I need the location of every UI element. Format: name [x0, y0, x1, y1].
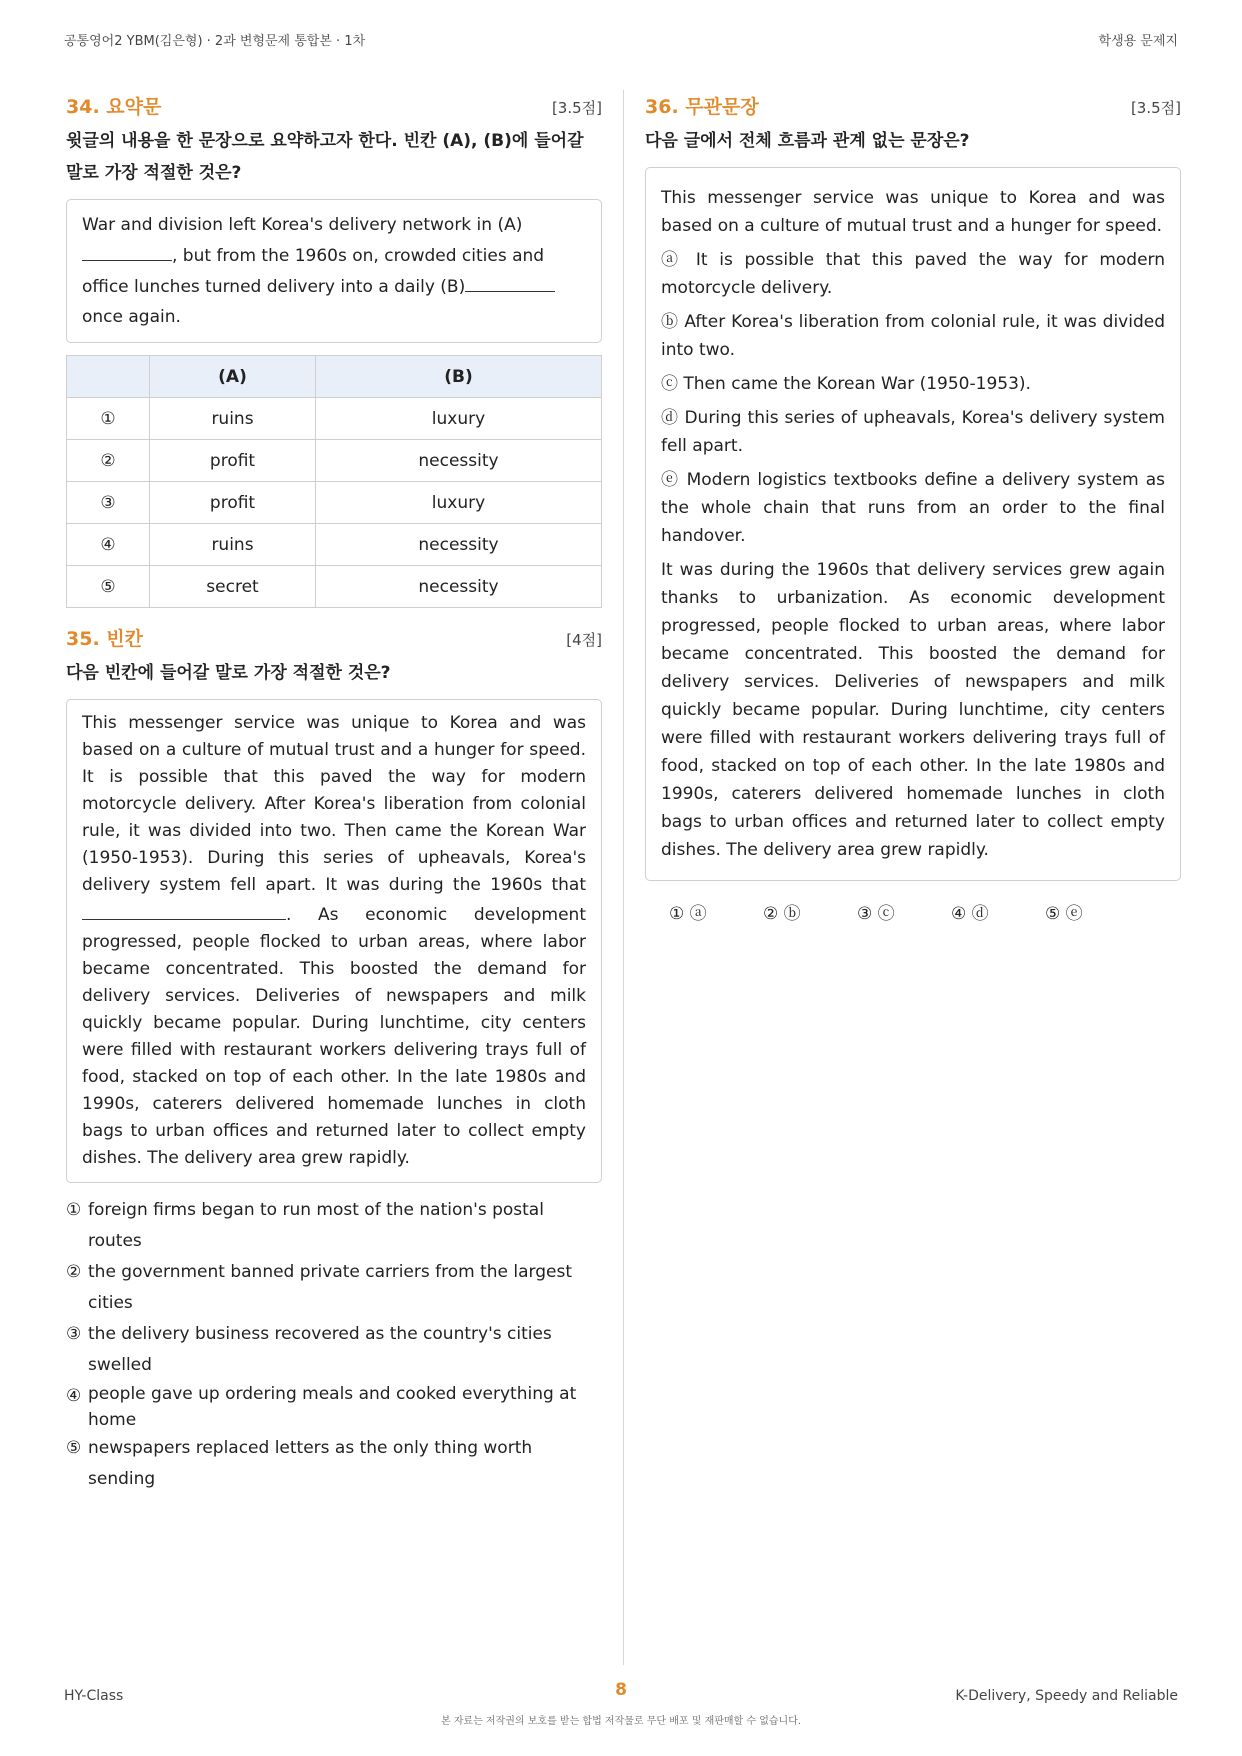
option-a: profit — [150, 440, 316, 482]
column-divider — [623, 90, 624, 1665]
table-header-a: (A) — [150, 356, 316, 398]
answer-options — [66, 1195, 602, 1495]
sentence-a: ⓐ It is possible that this paved the way for modern motorcycle delivery. — [661, 250, 1165, 298]
sentence-e: ⓔ Modern logistics textbooks define a delivery system as the whole chain that runs from an order to the final handover. — [661, 470, 1165, 546]
option-number: ⑤ — [67, 566, 150, 608]
option-a: profit — [150, 482, 316, 524]
question-36 — [645, 92, 1181, 924]
option-number: ③ — [66, 1324, 82, 1344]
option-5[interactable] — [66, 1433, 602, 1495]
summary-box — [66, 199, 602, 343]
table-row[interactable] — [67, 524, 602, 566]
question-number: 35. 빈칸 — [66, 628, 143, 650]
option-text: people gave up ordering meals and cooked everything at home — [88, 1384, 577, 1430]
table-row[interactable] — [67, 440, 602, 482]
passage-box — [66, 699, 602, 1183]
right-column — [645, 92, 1181, 924]
option-number: ③ — [67, 482, 150, 524]
option-text: the government banned private carriers from the largest cities — [88, 1262, 573, 1313]
option-b: necessity — [316, 524, 602, 566]
table-header-b: (B) — [316, 356, 602, 398]
page-number: 8 — [615, 1680, 627, 1700]
passage-blank — [82, 899, 286, 920]
blank-a — [82, 240, 172, 261]
passage-text: This messenger service was unique to Korea and was based on a culture of mutual trust and a hunger for speed. It is possible that this paved the way for modern motorcycle delivery. After Korea's liberation from colonial rule, it was divided into two. Then came the Korean War (1950-1953). During this series of upheavals, Korea's delivery system fell apart. It was during the 1960s that — [82, 713, 586, 895]
option-b: necessity — [316, 566, 602, 608]
option-5[interactable]: ⑤ ⓔ — [1045, 904, 1083, 924]
summary-text: War and division left Korea's delivery network in (A) — [82, 215, 523, 235]
blank-b — [465, 271, 555, 292]
question-35 — [66, 624, 602, 1495]
option-3[interactable] — [66, 1319, 602, 1381]
option-4[interactable] — [66, 1381, 602, 1433]
header-type: 학생용 문제지 — [1098, 34, 1178, 49]
answer-table — [66, 355, 602, 608]
option-number: ① — [67, 398, 150, 440]
question-prompt: 다음 빈칸에 들어갈 말로 가장 적절한 것은? — [66, 663, 391, 683]
left-column — [66, 92, 602, 1495]
question-points: [3.5점] — [1130, 99, 1181, 117]
option-number: ④ — [67, 524, 150, 566]
option-number: ② — [67, 440, 150, 482]
page-header — [64, 30, 1178, 49]
option-a: ruins — [150, 398, 316, 440]
table-row[interactable] — [67, 482, 602, 524]
header-course: 공통영어2 YBM(김은형) · 2과 변형문제 통합본 · 1차 — [64, 34, 366, 49]
passage-box — [645, 167, 1181, 881]
option-1[interactable]: ① ⓐ — [669, 904, 707, 924]
option-text: newspapers replaced letters as the only thing worth sending — [88, 1438, 533, 1489]
option-a: ruins — [150, 524, 316, 566]
table-row[interactable] — [67, 566, 602, 608]
option-number: ⑤ — [66, 1438, 82, 1458]
table-header-blank — [67, 356, 150, 398]
answer-options — [645, 899, 1181, 924]
summary-text: once again. — [82, 307, 181, 327]
passage-outro: It was during the 1960s that delivery services grew again thanks to urbanization. As economic development progressed, people flocked to urban areas, where labor became concentrated. This boosted the demand for delivery services. Deliveries of newspapers and milk quickly became popular. During lunchtime, city centers were filled with restaurant workers delivering trays full of food, stacked on top of each other. In the late 1980s and 1990s, caterers delivered homemade lunches in cloth bags to urban offices and returned later to collect empty dishes. The delivery area grew rapidly. — [661, 560, 1165, 860]
question-34 — [66, 92, 602, 608]
sentence-d: ⓓ During this series of upheavals, Korea's delivery system fell apart. — [661, 408, 1165, 456]
option-3[interactable]: ③ ⓒ — [857, 904, 895, 924]
option-number: ① — [66, 1200, 82, 1220]
option-4[interactable]: ④ ⓓ — [951, 904, 989, 924]
option-1[interactable] — [66, 1195, 602, 1257]
sentence-b: ⓑ After Korea's liberation from colonial rule, it was divided into two. — [661, 312, 1165, 360]
option-b: luxury — [316, 482, 602, 524]
question-prompt: 윗글의 내용을 한 문장으로 요약하고자 한다. 빈칸 (A), (B)에 들어갈 말로 가장 적절한 것은? — [66, 131, 584, 183]
question-points: [3.5점] — [551, 99, 602, 117]
table-row[interactable] — [67, 398, 602, 440]
copyright-notice: 본 자료는 저작권의 보호를 받는 합법 저작물로 무단 배포 및 재판매할 수 없습니다. — [440, 1716, 802, 1727]
passage-text: . As economic development progressed, people flocked to urban areas, where labor became concentrated. This boosted the demand for delivery services. Deliveries of newspapers and milk quickly became popular. During lunchtime, city centers were filled with restaurant workers delivering trays full of food, stacked on top of each other. In the late 1980s and 1990s, caterers delivered homemade lunches in cloth bags to urban offices and returned later to collect empty dishes. The delivery area grew rapidly. — [82, 905, 586, 1168]
question-number: 36. 무관문장 — [645, 96, 759, 118]
table-header-row — [67, 356, 602, 398]
option-b: necessity — [316, 440, 602, 482]
option-a: secret — [150, 566, 316, 608]
option-2[interactable]: ② ⓑ — [763, 904, 801, 924]
sentence-c: ⓒ Then came the Korean War (1950-1953). — [661, 374, 1031, 394]
footer-brand: HY-Class — [64, 1688, 124, 1704]
footer-title: K-Delivery, Speedy and Reliable — [955, 1688, 1178, 1704]
option-number: ② — [66, 1262, 82, 1282]
question-prompt: 다음 글에서 전체 흐름과 관계 없는 문장은? — [645, 131, 970, 151]
option-number: ④ — [66, 1386, 82, 1406]
option-text: the delivery business recovered as the country's cities swelled — [88, 1324, 552, 1375]
question-number: 34. 요약문 — [66, 96, 162, 118]
option-text: foreign firms began to run most of the nation's postal routes — [88, 1200, 544, 1251]
option-b: luxury — [316, 398, 602, 440]
option-2[interactable] — [66, 1257, 602, 1319]
question-points: [4점] — [566, 631, 602, 649]
summary-text: , but from the 1960s on, crowded cities and office lunches turned delivery into a daily (B) — [82, 246, 545, 297]
passage-intro: This messenger service was unique to Korea and was based on a culture of mutual trust and a hunger for speed. — [661, 188, 1165, 236]
